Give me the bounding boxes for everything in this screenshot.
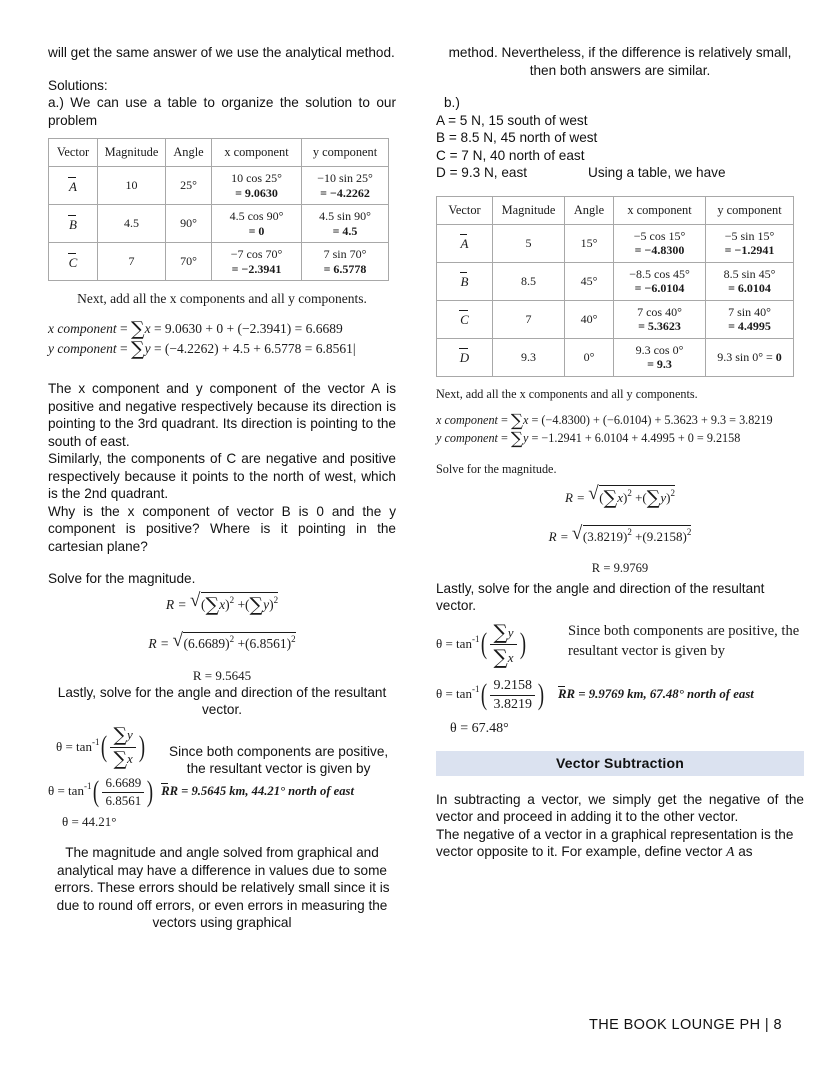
left-sum-x-equation xyxy=(48,319,396,339)
left-angle-block xyxy=(48,725,396,831)
theta-result: θ = 67.48° xyxy=(450,720,509,736)
y-expr: −5 sin 15° xyxy=(724,228,775,243)
given-b: B = 8.5 N, 45 north of west xyxy=(436,130,598,145)
theta-numerator: 6.6689 xyxy=(102,776,144,793)
left-paren: ( xyxy=(481,627,488,661)
spacer xyxy=(436,776,804,791)
left-since-block xyxy=(155,725,396,799)
cell-magnitude: 7 xyxy=(98,243,166,281)
sum-y-value: = −1.2941 + 6.0104 + 4.4995 + 0 = 9.2158 xyxy=(531,430,741,445)
left-lastly-text: Lastly, solve for the angle and direction of the resultant vector. xyxy=(57,684,387,717)
right-solve-magnitude-label: Solve for the magnitude. xyxy=(436,461,557,476)
x-expr: −8.5 cos 45° xyxy=(629,266,690,281)
section-heading-vector-subtraction: Vector Subtraction xyxy=(436,751,804,776)
subtraction-paragraph-2 xyxy=(436,826,804,861)
header-y-component: y component xyxy=(706,196,794,224)
theta-formula xyxy=(48,725,155,771)
spacer xyxy=(568,661,804,687)
equals-sign: = xyxy=(500,430,511,445)
table-header-row xyxy=(49,139,389,167)
part-b-label: b.) xyxy=(444,95,460,110)
R-vector-symbol: R xyxy=(558,686,567,701)
explain-paragraph-1: The x component and y component of the vector A is positive and negative respectively because its direction is pointing to the 3rd quadrant. Its direction is pointing to the south of east. xyxy=(48,381,396,449)
x-val: = −6.0104 xyxy=(634,281,685,295)
right-paren: ) xyxy=(147,775,154,809)
spacer xyxy=(436,668,558,678)
header-x-component: x component xyxy=(614,196,706,224)
table-row xyxy=(49,167,389,205)
sum-y-label: y component xyxy=(436,430,498,445)
R-label: R = xyxy=(148,635,170,651)
y-expr: −10 sin 25° xyxy=(317,171,373,185)
x-var: x xyxy=(144,321,151,336)
x-val: = −4.8300 xyxy=(634,243,685,257)
cell-y-component xyxy=(706,262,794,300)
right-magnitude-substituted xyxy=(436,525,804,545)
cell-angle: 90° xyxy=(166,205,212,243)
x-var: x xyxy=(523,412,529,427)
x-val: = −2.3941 xyxy=(231,261,282,276)
left-next-add-note: Next, add all the x components and all y components. xyxy=(77,291,367,306)
sigma-icon: ∑ xyxy=(130,338,145,360)
y-var: y xyxy=(144,341,151,356)
y-expr xyxy=(717,350,782,364)
value-ratio xyxy=(102,776,144,808)
given-d-row xyxy=(436,164,804,182)
table-header-row xyxy=(437,196,794,224)
sum-ratio: $\frac{\sum y}{\sum x}$ xyxy=(490,621,516,669)
spacer xyxy=(436,477,804,485)
x-val: = 0 xyxy=(248,223,265,238)
R-vector-symbol: R xyxy=(161,783,170,798)
theta-label: θ = tan xyxy=(436,686,472,702)
inverse-exponent: -1 xyxy=(83,781,92,792)
sum-x-number: 3.8219 xyxy=(587,528,623,544)
right-since-text: Since both components are positive, the resultant vector is given by xyxy=(568,622,800,659)
spacer xyxy=(48,129,396,138)
cell-angle: 70° xyxy=(166,243,212,281)
resultant-rest: R = 9.5645 km, 44.21° north of east xyxy=(169,783,354,798)
equals-sign: = xyxy=(119,321,131,336)
header-magnitude: Magnitude xyxy=(493,196,565,224)
cell-angle: 0° xyxy=(565,338,614,376)
explain-paragraph-3: Why is the x component of vector B is 0 and the y component is positive? Where is it pointing in the cartesian plane? xyxy=(48,503,396,554)
vector-a-variable: A xyxy=(726,844,735,860)
left-paren: ( xyxy=(101,730,108,764)
x-val: = 9.3 xyxy=(647,357,672,371)
cell-vector xyxy=(437,224,493,262)
theta-result: θ = 44.21° xyxy=(62,814,117,830)
given-d: D = 9.3 N, east xyxy=(436,165,528,180)
sigma-icon: ∑ xyxy=(646,486,661,509)
cell-y-component xyxy=(302,205,389,243)
R-label: R = xyxy=(165,596,187,612)
cell-y-component xyxy=(706,338,794,376)
sum-ratio: $\frac{\sum y}{\sum x}$ xyxy=(110,725,135,771)
cell-y-component xyxy=(706,300,794,338)
x-expr: −5 cos 15° xyxy=(633,228,686,243)
sum-x-number: 6.6689 xyxy=(187,635,226,651)
inverse-exponent: -1 xyxy=(91,736,100,747)
sigma-icon: ∑ xyxy=(493,619,508,644)
explain-paragraph-2: Similarly, the components of C are negative and positive respectively because it points to the north of west, which is the 2nd quadrant. xyxy=(48,451,396,501)
spacer xyxy=(436,377,804,387)
left-magnitude-result: R = 9.5645 xyxy=(192,667,252,683)
header-magnitude: Magnitude xyxy=(98,139,166,167)
x-expr: 7 cos 40° xyxy=(637,304,682,319)
spacer xyxy=(48,555,396,570)
cell-vector xyxy=(49,243,98,281)
radicand: $(3.8219)^2 +(9.2158)^2$ xyxy=(582,526,692,544)
resultant-rest: R = 9.9769 km, 67.48° north of east xyxy=(566,686,754,701)
equals-sign: = xyxy=(119,341,131,356)
vector-table-b xyxy=(436,196,794,377)
left-paren: ( xyxy=(93,775,100,809)
sigma-icon: ∑ xyxy=(113,747,128,770)
sqrt-icon xyxy=(572,525,691,545)
theta-formula xyxy=(436,621,558,669)
sigma-icon: ∑ xyxy=(493,644,508,669)
right-angle-block xyxy=(436,621,804,737)
spacer xyxy=(48,616,396,632)
cell-y-component xyxy=(302,167,389,205)
inverse-exponent: -1 xyxy=(471,684,480,695)
theta-label: θ = tan xyxy=(56,738,92,754)
y-expr: 4.5 sin 90° xyxy=(319,209,371,223)
equals-sign: = xyxy=(500,412,511,427)
right-since-block xyxy=(558,621,804,702)
y-val: = 6.0104 xyxy=(728,281,771,295)
left-solve-magnitude-label: Solve for the magnitude. xyxy=(48,571,196,586)
right-lastly-text: Lastly, solve for the angle and direction of the resultant vector. xyxy=(436,580,765,613)
cell-x-component xyxy=(614,300,706,338)
table-row xyxy=(437,338,794,376)
spacer xyxy=(436,402,804,412)
sigma-icon: ∑ xyxy=(510,410,524,431)
cell-magnitude: 5 xyxy=(493,224,565,262)
right-paren: ) xyxy=(519,627,526,661)
y-val: = 4.5 xyxy=(332,223,358,238)
y-expr: 7 sin 40° xyxy=(728,304,771,319)
cell-vector xyxy=(437,262,493,300)
theta-substituted xyxy=(48,776,155,808)
given-c: C = 7 N, 40 north of east xyxy=(436,147,585,163)
cell-magnitude: 4.5 xyxy=(98,205,166,243)
spacer xyxy=(48,281,396,291)
right-sum-y-equation xyxy=(436,430,804,448)
right-column xyxy=(436,44,804,861)
right-magnitude-result: R = 9.9769 xyxy=(591,560,649,575)
y-expr-zero: 0 xyxy=(775,349,782,364)
left-magnitude-substituted xyxy=(48,632,396,652)
right-paren: ) xyxy=(537,678,545,712)
vector-symbol: B xyxy=(460,274,469,289)
x-expr: 4.5 cos 90° xyxy=(229,209,284,223)
spacer xyxy=(48,359,396,380)
spacer xyxy=(436,545,804,561)
left-sum-y-equation xyxy=(48,339,396,359)
sum-y-number: 9.2158 xyxy=(646,528,683,544)
header-vector: Vector xyxy=(49,139,98,167)
theta-label: θ = tan xyxy=(436,635,472,651)
x-val: = 9.0630 xyxy=(235,185,278,200)
y-expr-text: 9.3 sin 0° = xyxy=(717,349,776,364)
sqrt-icon xyxy=(172,632,295,652)
y-var: y xyxy=(523,430,529,445)
spacer xyxy=(436,737,804,751)
left-paren: ( xyxy=(481,678,488,712)
left-column xyxy=(48,44,396,932)
sqrt-icon xyxy=(588,485,675,509)
header-vector: Vector xyxy=(437,196,493,224)
right-paren: ) xyxy=(138,730,145,764)
table-row xyxy=(49,243,389,281)
cell-vector xyxy=(437,300,493,338)
given-a: A = 5 N, 15 south of west xyxy=(436,112,588,128)
cell-x-component xyxy=(614,224,706,262)
cell-magnitude: 8.5 xyxy=(493,262,565,300)
radicand: $(\sum x)^2 +(\sum y)^2$ xyxy=(200,593,279,616)
y-expr: 7 sin 70° xyxy=(323,247,367,261)
theta-label: θ = tan xyxy=(48,783,84,799)
spacer xyxy=(436,448,804,462)
part-a-text: a.) We can use a table to organize the solution to our problem xyxy=(48,95,396,128)
sigma-icon: ∑ xyxy=(205,593,220,616)
spacer xyxy=(48,307,396,319)
left-intro-paragraph: will get the same answer of we use the analytical method. xyxy=(48,45,395,60)
cell-angle: 25° xyxy=(166,167,212,205)
sigma-icon: ∑ xyxy=(113,723,128,746)
table-row xyxy=(437,300,794,338)
header-angle: Angle xyxy=(166,139,212,167)
sigma-icon: ∑ xyxy=(249,593,264,616)
cell-vector xyxy=(437,338,493,376)
spacer xyxy=(436,182,804,196)
using-table-text: Using a table, we have xyxy=(588,165,726,180)
x-expr: 9.3 cos 0° xyxy=(635,342,684,357)
left-resultant-vector xyxy=(161,784,396,799)
header-x-component: x component xyxy=(212,139,302,167)
solutions-label: Solutions: xyxy=(48,77,108,93)
x-expr: 10 cos 25° xyxy=(231,171,282,185)
subtraction-p2-a: The negative of a vector in a graphical representation is the vector opposite to it. For example, define vector xyxy=(436,826,794,860)
cell-vector xyxy=(49,205,98,243)
spacer xyxy=(48,830,396,844)
spacer xyxy=(436,79,804,94)
y-expr: 8.5 sin 45° xyxy=(723,266,776,281)
radicand: $(6.6689)^2 +(6.8561)^2$ xyxy=(183,633,296,651)
y-val: = −4.2262 xyxy=(320,185,370,200)
cell-x-component xyxy=(614,338,706,376)
cell-x-component xyxy=(212,243,302,281)
R-label: R = xyxy=(548,528,569,544)
theta-substituted xyxy=(436,678,558,712)
spacer xyxy=(161,725,396,743)
y-val: = 4.4995 xyxy=(728,319,771,333)
right-intro-paragraph: method. Nevertheless, if the difference is relatively small, then both answers are similar. xyxy=(448,45,792,78)
cell-x-component xyxy=(212,167,302,205)
right-resultant-vector xyxy=(558,687,804,702)
cell-y-component xyxy=(302,243,389,281)
cell-magnitude: 7 xyxy=(493,300,565,338)
right-sum-x-equation xyxy=(436,412,804,430)
cell-angle: 45° xyxy=(565,262,614,300)
vector-table-a xyxy=(48,138,389,281)
vector-symbol: A xyxy=(460,236,469,251)
spacer xyxy=(48,62,396,77)
sum-x-value: = 9.0630 + 0 + (−2.3941) = 6.6689 xyxy=(153,321,343,336)
header-angle: Angle xyxy=(565,196,614,224)
sigma-icon: ∑ xyxy=(510,428,524,449)
left-closing-paragraph: The magnitude and angle solved from graphical and analytical may have a difference in values due to some errors. These errors should be relatively small since it is due to round off errors, or even errors in measuring the vectors using graphical xyxy=(54,845,390,931)
vector-symbol: B xyxy=(69,216,77,232)
R-label: R = xyxy=(565,489,586,505)
sum-y-label: y component xyxy=(48,341,117,356)
subtraction-p2-b: as xyxy=(734,844,753,860)
x-expr: −7 cos 70° xyxy=(230,247,283,261)
left-since-text: Since both components are positive, the resultant vector is given by xyxy=(169,743,389,776)
y-val: = −1.2941 xyxy=(724,243,775,257)
y-val: = 6.5778 xyxy=(323,261,367,276)
theta-denominator: 6.8561 xyxy=(105,792,142,808)
cell-magnitude: 9.3 xyxy=(493,338,565,376)
spacer xyxy=(48,652,396,668)
inverse-exponent: -1 xyxy=(471,633,480,644)
vector-symbol: D xyxy=(459,350,470,365)
vector-symbol: A xyxy=(69,178,77,194)
value-ratio xyxy=(490,678,535,712)
cell-angle: 15° xyxy=(565,224,614,262)
subtraction-paragraph-1: In subtracting a vector, we simply get the negative of the vector and proceed in adding it to the other vector. xyxy=(436,791,804,825)
left-magnitude-formula xyxy=(48,592,396,616)
cell-magnitude: 10 xyxy=(98,167,166,205)
sum-y-number: 6.8561 xyxy=(249,635,287,651)
cell-vector xyxy=(49,167,98,205)
right-magnitude-formula xyxy=(436,485,804,509)
sum-x-label: x component xyxy=(436,412,498,427)
sum-y-value: = (−4.2262) + 4.5 + 6.5778 = 6.8561| xyxy=(153,341,356,356)
left-theta-equations xyxy=(48,725,155,831)
sigma-icon: ∑ xyxy=(603,486,618,509)
header-y-component: y component xyxy=(302,139,389,167)
cell-x-component xyxy=(614,262,706,300)
table-row xyxy=(437,262,794,300)
vector-symbol: C xyxy=(460,312,469,327)
sigma-icon: ∑ xyxy=(130,318,145,340)
cell-x-component xyxy=(212,205,302,243)
right-theta-equations xyxy=(436,621,558,737)
sum-x-label: x component xyxy=(48,321,117,336)
cell-angle: 40° xyxy=(565,300,614,338)
sqrt-icon xyxy=(190,592,278,616)
sum-x-value: = (−4.8300) + (−6.0104) + 5.3623 + 9.3 = 3.8219 xyxy=(531,412,773,427)
table-row xyxy=(437,224,794,262)
radicand: $(\sum x)^2 +(\sum y)^2$ xyxy=(599,486,675,509)
table-row xyxy=(49,205,389,243)
page-footer: THE BOOK LOUNGE PH | 8 xyxy=(588,1017,782,1033)
vector-symbol: C xyxy=(68,254,78,270)
theta-denominator: 3.8219 xyxy=(493,696,532,712)
right-next-add-note: Next, add all the x components and all y components. xyxy=(436,386,698,401)
spacer xyxy=(436,713,558,721)
spacer xyxy=(436,509,804,525)
cell-y-component xyxy=(706,224,794,262)
x-val: = 5.3623 xyxy=(638,319,681,333)
theta-numerator: 9.2158 xyxy=(490,678,535,696)
